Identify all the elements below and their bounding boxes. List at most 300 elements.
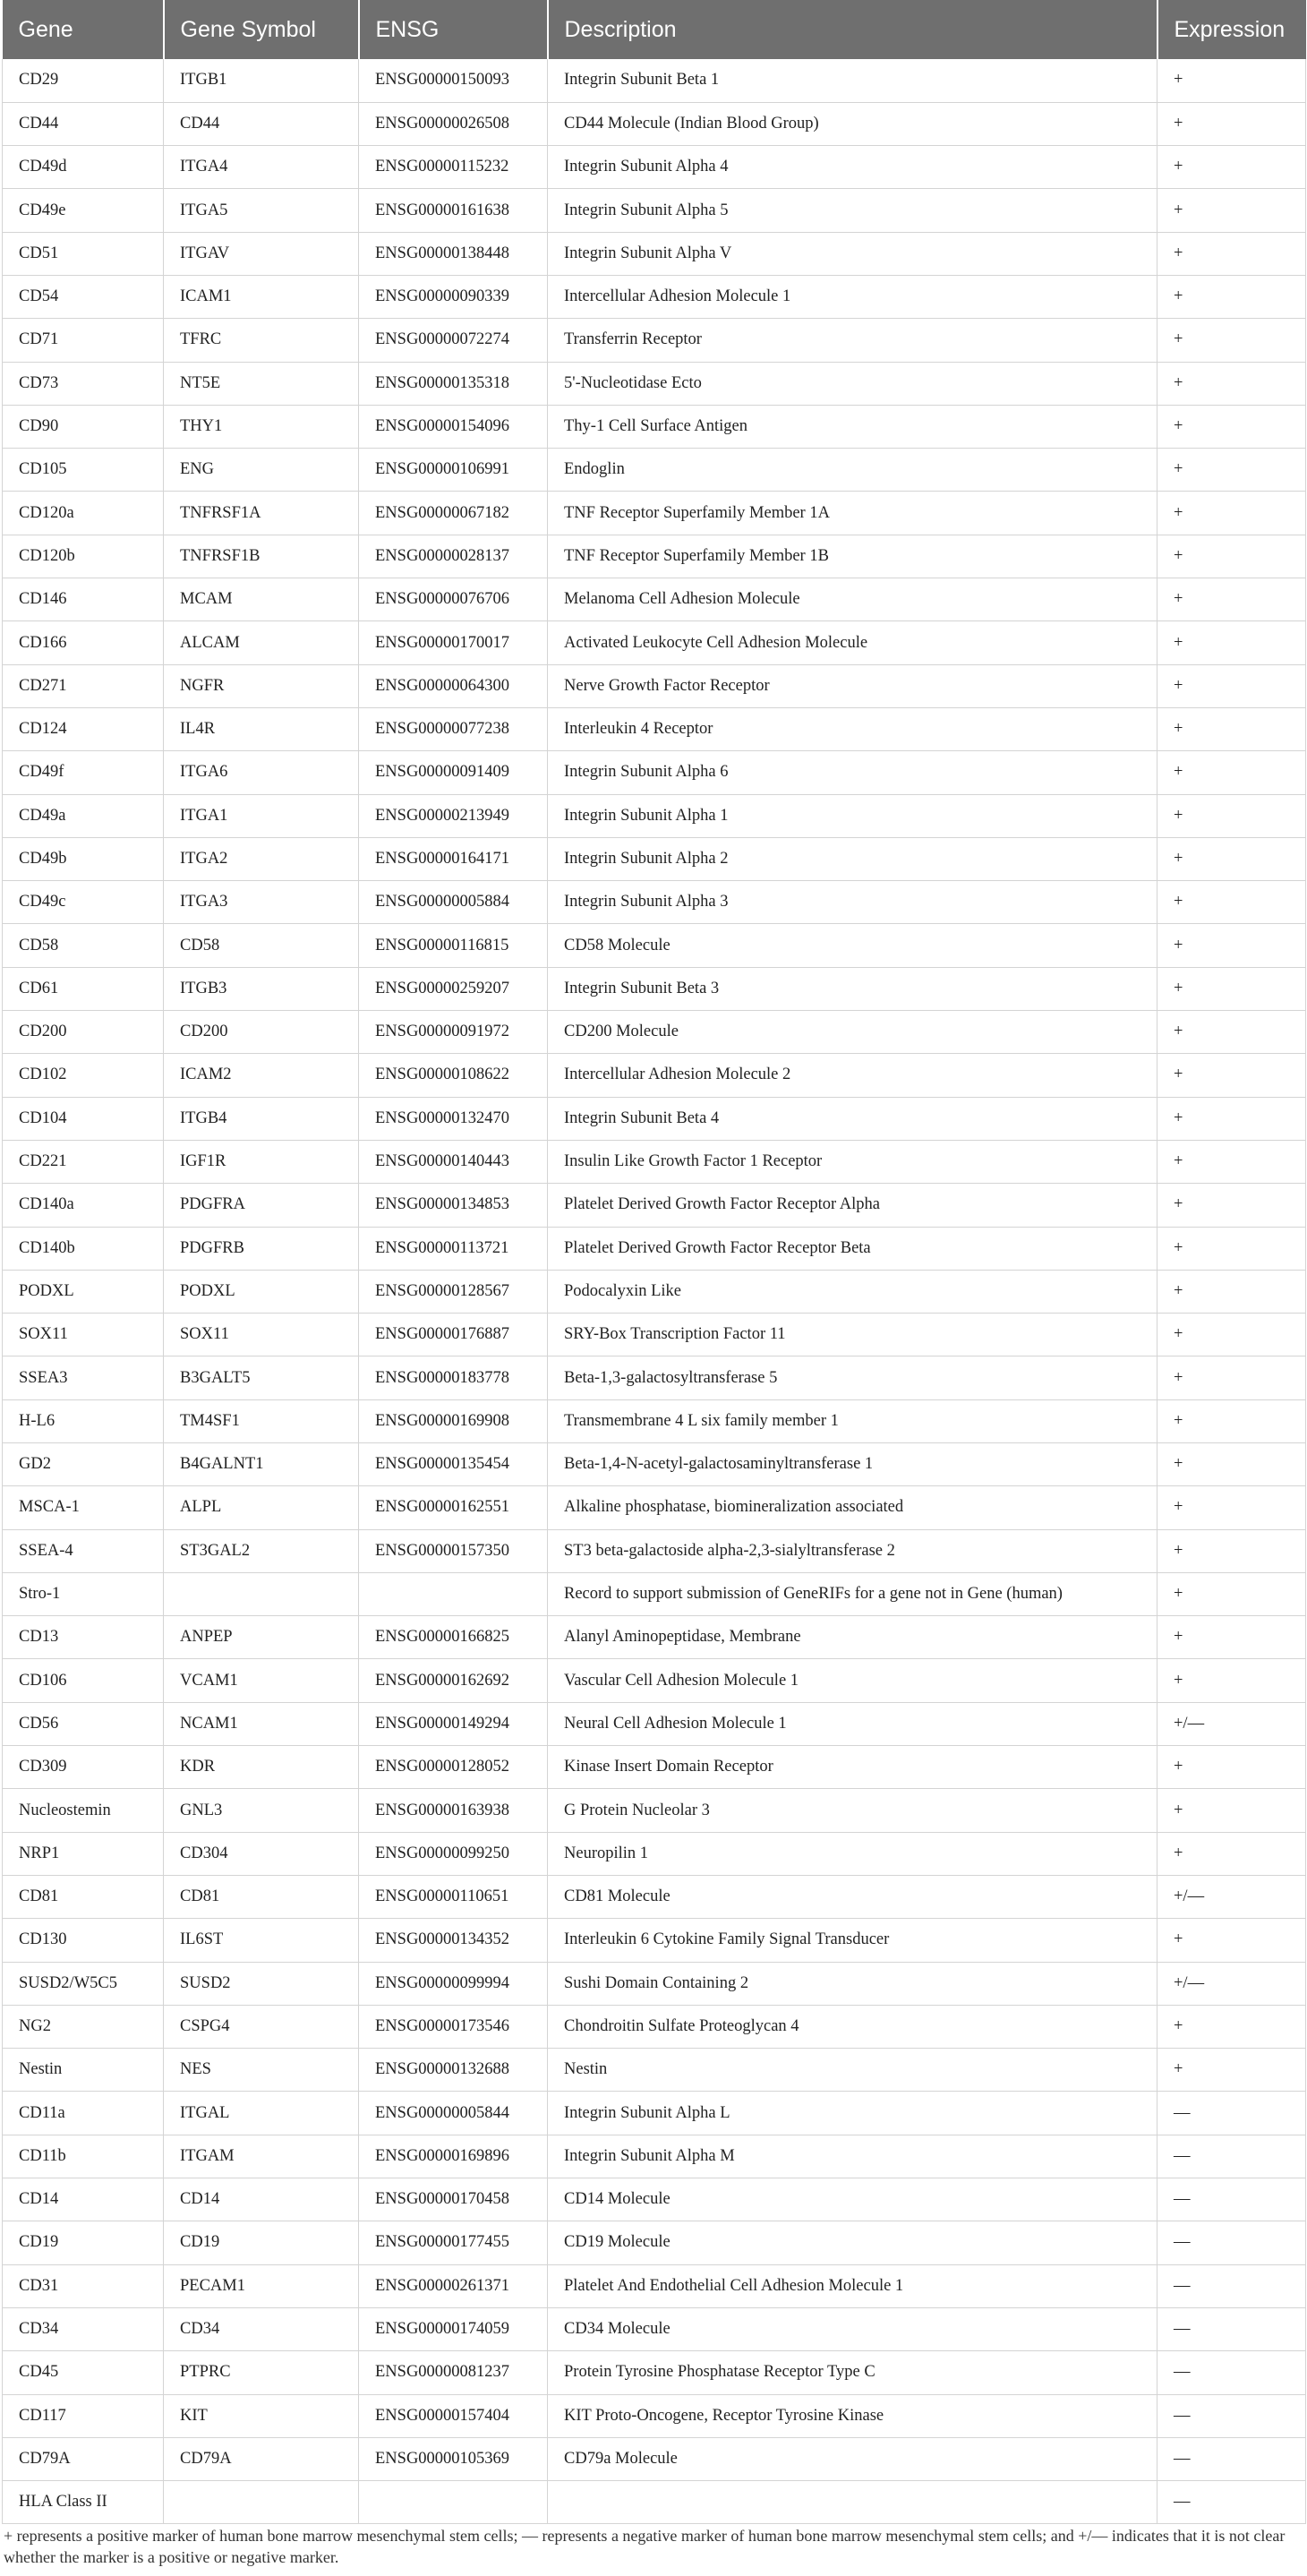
gene-symbol-cell: CD79A bbox=[164, 2437, 359, 2480]
table-row bbox=[3, 1184, 1306, 1227]
header-gene-symbol: Gene Symbol bbox=[164, 0, 359, 59]
description-cell: ST3 beta-galactoside alpha-2,3-sialyltransferase 2 bbox=[548, 1529, 1158, 1572]
description-cell: Neural Cell Adhesion Molecule 1 bbox=[548, 1702, 1158, 1745]
ensg-cell: ENSG00000157350 bbox=[359, 1529, 548, 1572]
table-row bbox=[3, 232, 1306, 275]
expression-cell: + bbox=[1158, 59, 1306, 102]
gene-symbol-cell: PTPRC bbox=[164, 2351, 359, 2394]
expression-cell: + bbox=[1158, 1270, 1306, 1313]
ensg-cell: ENSG00000099994 bbox=[359, 1962, 548, 2005]
ensg-cell: ENSG00000090339 bbox=[359, 275, 548, 318]
expression-cell: — bbox=[1158, 2264, 1306, 2307]
gene-cell: CD130 bbox=[3, 1919, 164, 1962]
header-row bbox=[3, 0, 1306, 59]
ensg-cell: ENSG00000169896 bbox=[359, 2135, 548, 2178]
description-cell: Integrin Subunit Alpha 6 bbox=[548, 751, 1158, 794]
ensg-cell: ENSG00000162551 bbox=[359, 1486, 548, 1529]
ensg-cell: ENSG00000077238 bbox=[359, 707, 548, 750]
expression-cell: + bbox=[1158, 2049, 1306, 2092]
expression-cell: — bbox=[1158, 2351, 1306, 2394]
gene-symbol-cell: PDGFRB bbox=[164, 1227, 359, 1270]
table-row bbox=[3, 664, 1306, 707]
expression-cell: + bbox=[1158, 449, 1306, 492]
gene-cell: GD2 bbox=[3, 1443, 164, 1486]
expression-cell: + bbox=[1158, 1746, 1306, 1789]
description-cell: CD81 Molecule bbox=[548, 1875, 1158, 1918]
gene-cell: CD106 bbox=[3, 1659, 164, 1702]
table-row bbox=[3, 2307, 1306, 2350]
ensg-cell: ENSG00000183778 bbox=[359, 1356, 548, 1399]
description-cell: CD200 Molecule bbox=[548, 1011, 1158, 1054]
expression-cell: +/— bbox=[1158, 1962, 1306, 2005]
gene-symbol-cell: ITGA2 bbox=[164, 837, 359, 880]
ensg-cell: ENSG00000108622 bbox=[359, 1054, 548, 1097]
ensg-cell: ENSG00000110651 bbox=[359, 1875, 548, 1918]
gene-symbol-cell: PECAM1 bbox=[164, 2264, 359, 2307]
gene-cell: CD44 bbox=[3, 102, 164, 145]
gene-symbol-cell: VCAM1 bbox=[164, 1659, 359, 1702]
gene-cell: MSCA-1 bbox=[3, 1486, 164, 1529]
ensg-cell: ENSG00000028137 bbox=[359, 535, 548, 578]
ensg-cell: ENSG00000154096 bbox=[359, 405, 548, 448]
table-row bbox=[3, 1356, 1306, 1399]
table-row bbox=[3, 2049, 1306, 2092]
description-cell: Endoglin bbox=[548, 449, 1158, 492]
gene-cell: CD146 bbox=[3, 578, 164, 621]
ensg-cell: ENSG00000005884 bbox=[359, 881, 548, 924]
description-cell: Record to support submission of GeneRIFs for a gene not in Gene (human) bbox=[548, 1572, 1158, 1615]
gene-cell: NRP1 bbox=[3, 1832, 164, 1875]
expression-cell: + bbox=[1158, 275, 1306, 318]
description-cell: TNF Receptor Superfamily Member 1A bbox=[548, 492, 1158, 535]
expression-cell: + bbox=[1158, 1356, 1306, 1399]
ensg-cell: ENSG00000163938 bbox=[359, 1789, 548, 1832]
table-row bbox=[3, 1616, 1306, 1659]
description-cell: Platelet Derived Growth Factor Receptor Beta bbox=[548, 1227, 1158, 1270]
description-cell: Podocalyxin Like bbox=[548, 1270, 1158, 1313]
gene-symbol-cell: SUSD2 bbox=[164, 1962, 359, 2005]
ensg-cell: ENSG00000091409 bbox=[359, 751, 548, 794]
gene-cell: CD140b bbox=[3, 1227, 164, 1270]
gene-symbol-cell: B4GALNT1 bbox=[164, 1443, 359, 1486]
expression-cell: + bbox=[1158, 535, 1306, 578]
table-row bbox=[3, 2437, 1306, 2480]
table-row bbox=[3, 2092, 1306, 2135]
gene-symbol-cell: CD58 bbox=[164, 924, 359, 967]
gene-cell: PODXL bbox=[3, 1270, 164, 1313]
table-row bbox=[3, 2351, 1306, 2394]
ensg-cell: ENSG00000170458 bbox=[359, 2178, 548, 2221]
gene-cell: CD14 bbox=[3, 2178, 164, 2221]
expression-cell: + bbox=[1158, 1616, 1306, 1659]
table-row bbox=[3, 1875, 1306, 1918]
table-row bbox=[3, 2005, 1306, 2048]
gene-symbol-cell: ICAM1 bbox=[164, 275, 359, 318]
gene-symbol-cell: ITGA5 bbox=[164, 189, 359, 232]
description-cell: Chondroitin Sulfate Proteoglycan 4 bbox=[548, 2005, 1158, 2048]
description-cell: Beta-1,4-N-acetyl-galactosaminyltransferase 1 bbox=[548, 1443, 1158, 1486]
gene-cell: CD105 bbox=[3, 449, 164, 492]
gene-symbol-cell: ITGAV bbox=[164, 232, 359, 275]
gene-cell: CD61 bbox=[3, 967, 164, 1010]
gene-symbol-cell: ITGAL bbox=[164, 2092, 359, 2135]
gene-symbol-cell: B3GALT5 bbox=[164, 1356, 359, 1399]
gene-symbol-cell: PODXL bbox=[164, 1270, 359, 1313]
expression-cell: — bbox=[1158, 2481, 1306, 2524]
table-row bbox=[3, 1572, 1306, 1615]
table-row bbox=[3, 1314, 1306, 1356]
expression-cell: + bbox=[1158, 751, 1306, 794]
ensg-cell: ENSG00000259207 bbox=[359, 967, 548, 1010]
table-row bbox=[3, 1054, 1306, 1097]
ensg-cell: ENSG00000170017 bbox=[359, 621, 548, 664]
gene-symbol-cell: GNL3 bbox=[164, 1789, 359, 1832]
ensg-cell: ENSG00000072274 bbox=[359, 319, 548, 362]
gene-marker-table bbox=[2, 0, 1306, 2524]
table-row bbox=[3, 1529, 1306, 1572]
description-cell: TNF Receptor Superfamily Member 1B bbox=[548, 535, 1158, 578]
gene-symbol-cell: ITGA1 bbox=[164, 794, 359, 837]
ensg-cell: ENSG00000176887 bbox=[359, 1314, 548, 1356]
gene-symbol-cell: TFRC bbox=[164, 319, 359, 362]
ensg-cell: ENSG00000150093 bbox=[359, 59, 548, 102]
description-cell: Transmembrane 4 L six family member 1 bbox=[548, 1399, 1158, 1442]
expression-cell: + bbox=[1158, 1011, 1306, 1054]
gene-symbol-cell: NT5E bbox=[164, 362, 359, 405]
table-row bbox=[3, 2135, 1306, 2178]
gene-cell: CD19 bbox=[3, 2221, 164, 2264]
table-row bbox=[3, 924, 1306, 967]
table-row bbox=[3, 1789, 1306, 1832]
ensg-cell: ENSG00000164171 bbox=[359, 837, 548, 880]
expression-cell: + bbox=[1158, 1097, 1306, 1140]
description-cell: Integrin Subunit Beta 1 bbox=[548, 59, 1158, 102]
expression-cell: + bbox=[1158, 362, 1306, 405]
expression-cell: + bbox=[1158, 1399, 1306, 1442]
description-cell: Integrin Subunit Alpha V bbox=[548, 232, 1158, 275]
description-cell: Integrin Subunit Alpha 5 bbox=[548, 189, 1158, 232]
gene-symbol-cell: KIT bbox=[164, 2394, 359, 2437]
ensg-cell: ENSG00000161638 bbox=[359, 189, 548, 232]
expression-cell: — bbox=[1158, 2221, 1306, 2264]
description-cell: Integrin Subunit Alpha L bbox=[548, 2092, 1158, 2135]
table-row bbox=[3, 1746, 1306, 1789]
gene-symbol-cell: ENG bbox=[164, 449, 359, 492]
gene-cell: CD79A bbox=[3, 2437, 164, 2480]
expression-cell: + bbox=[1158, 102, 1306, 145]
description-cell: Nerve Growth Factor Receptor bbox=[548, 664, 1158, 707]
gene-symbol-cell: CSPG4 bbox=[164, 2005, 359, 2048]
ensg-cell: ENSG00000106991 bbox=[359, 449, 548, 492]
gene-cell: HLA Class II bbox=[3, 2481, 164, 2524]
expression-cell: — bbox=[1158, 2135, 1306, 2178]
ensg-cell: ENSG00000091972 bbox=[359, 1011, 548, 1054]
gene-cell: CD120b bbox=[3, 535, 164, 578]
gene-symbol-cell: ANPEP bbox=[164, 1616, 359, 1659]
description-cell: Platelet And Endothelial Cell Adhesion Molecule 1 bbox=[548, 2264, 1158, 2307]
table-row bbox=[3, 621, 1306, 664]
ensg-cell: ENSG00000099250 bbox=[359, 1832, 548, 1875]
ensg-cell: ENSG00000177455 bbox=[359, 2221, 548, 2264]
expression-cell: + bbox=[1158, 1227, 1306, 1270]
ensg-cell: ENSG00000135454 bbox=[359, 1443, 548, 1486]
gene-cell: CD56 bbox=[3, 1702, 164, 1745]
gene-cell: CD221 bbox=[3, 1140, 164, 1183]
header-expression: Expression bbox=[1158, 0, 1306, 59]
gene-cell: CD29 bbox=[3, 59, 164, 102]
gene-symbol-cell: ITGA6 bbox=[164, 751, 359, 794]
table-row bbox=[3, 535, 1306, 578]
gene-symbol-cell: ALCAM bbox=[164, 621, 359, 664]
gene-cell: Nucleostemin bbox=[3, 1789, 164, 1832]
table-row bbox=[3, 1399, 1306, 1442]
ensg-cell: ENSG00000064300 bbox=[359, 664, 548, 707]
expression-cell: + bbox=[1158, 794, 1306, 837]
gene-cell: CD45 bbox=[3, 2351, 164, 2394]
gene-symbol-cell: IGF1R bbox=[164, 1140, 359, 1183]
expression-cell: + bbox=[1158, 232, 1306, 275]
ensg-cell: ENSG00000105369 bbox=[359, 2437, 548, 2480]
description-cell: Thy-1 Cell Surface Antigen bbox=[548, 405, 1158, 448]
ensg-cell: ENSG00000213949 bbox=[359, 794, 548, 837]
gene-symbol-cell: THY1 bbox=[164, 405, 359, 448]
gene-cell: CD124 bbox=[3, 707, 164, 750]
table-footnote: + represents a positive marker of human bone marrow mesenchymal stem cells; — represents a negative marker of human bone marrow mesenchymal stem cells; and +/— indicates that it is not clear whether the marker is a positive or negative marker. bbox=[4, 2527, 1286, 2566]
expression-cell: — bbox=[1158, 2437, 1306, 2480]
description-cell: Alkaline phosphatase, biomineralization associated bbox=[548, 1486, 1158, 1529]
expression-cell: — bbox=[1158, 2394, 1306, 2437]
table-row bbox=[3, 1486, 1306, 1529]
description-cell bbox=[548, 2481, 1158, 2524]
table-row bbox=[3, 751, 1306, 794]
gene-cell: CD11a bbox=[3, 2092, 164, 2135]
gene-symbol-cell: ST3GAL2 bbox=[164, 1529, 359, 1572]
description-cell: Sushi Domain Containing 2 bbox=[548, 1962, 1158, 2005]
ensg-cell: ENSG00000132688 bbox=[359, 2049, 548, 2092]
gene-symbol-cell: ITGAM bbox=[164, 2135, 359, 2178]
description-cell: Integrin Subunit Beta 3 bbox=[548, 967, 1158, 1010]
table-row bbox=[3, 967, 1306, 1010]
ensg-cell bbox=[359, 2481, 548, 2524]
description-cell: Beta-1,3-galactosyltransferase 5 bbox=[548, 1356, 1158, 1399]
expression-cell: + bbox=[1158, 1832, 1306, 1875]
table-row bbox=[3, 2394, 1306, 2437]
table-header bbox=[3, 0, 1306, 59]
ensg-cell: ENSG00000116815 bbox=[359, 924, 548, 967]
expression-cell: + bbox=[1158, 1486, 1306, 1529]
description-cell: Neuropilin 1 bbox=[548, 1832, 1158, 1875]
gene-symbol-cell: CD81 bbox=[164, 1875, 359, 1918]
gene-cell: CD49d bbox=[3, 146, 164, 189]
expression-cell: — bbox=[1158, 2178, 1306, 2221]
expression-cell: + bbox=[1158, 1659, 1306, 1702]
gene-cell: CD73 bbox=[3, 362, 164, 405]
gene-cell: Nestin bbox=[3, 2049, 164, 2092]
table-row bbox=[3, 102, 1306, 145]
gene-cell: CD49b bbox=[3, 837, 164, 880]
gene-symbol-cell: ITGA3 bbox=[164, 881, 359, 924]
expression-cell: +/— bbox=[1158, 1875, 1306, 1918]
description-cell: Integrin Subunit Beta 4 bbox=[548, 1097, 1158, 1140]
table-row bbox=[3, 449, 1306, 492]
gene-cell: CD200 bbox=[3, 1011, 164, 1054]
gene-cell: CD11b bbox=[3, 2135, 164, 2178]
table-row bbox=[3, 146, 1306, 189]
description-cell: Integrin Subunit Alpha M bbox=[548, 2135, 1158, 2178]
description-cell: Nestin bbox=[548, 2049, 1158, 2092]
gene-symbol-cell: SOX11 bbox=[164, 1314, 359, 1356]
table-row bbox=[3, 1702, 1306, 1745]
table-row bbox=[3, 1443, 1306, 1486]
gene-cell: CD49a bbox=[3, 794, 164, 837]
gene-symbol-cell: ITGB3 bbox=[164, 967, 359, 1010]
gene-cell: CD13 bbox=[3, 1616, 164, 1659]
table-row bbox=[3, 1011, 1306, 1054]
table-row bbox=[3, 362, 1306, 405]
gene-symbol-cell: CD200 bbox=[164, 1011, 359, 1054]
gene-symbol-cell: NCAM1 bbox=[164, 1702, 359, 1745]
table-row bbox=[3, 275, 1306, 318]
description-cell: Integrin Subunit Alpha 3 bbox=[548, 881, 1158, 924]
expression-cell: + bbox=[1158, 578, 1306, 621]
header-ensg: ENSG bbox=[359, 0, 548, 59]
expression-cell: + bbox=[1158, 664, 1306, 707]
description-cell: CD19 Molecule bbox=[548, 2221, 1158, 2264]
table-row bbox=[3, 707, 1306, 750]
ensg-cell: ENSG00000113721 bbox=[359, 1227, 548, 1270]
ensg-cell: ENSG00000135318 bbox=[359, 362, 548, 405]
gene-cell: SSEA3 bbox=[3, 1356, 164, 1399]
table-row bbox=[3, 59, 1306, 102]
gene-cell: CD271 bbox=[3, 664, 164, 707]
table-row bbox=[3, 189, 1306, 232]
expression-cell: + bbox=[1158, 1054, 1306, 1097]
ensg-cell: ENSG00000138448 bbox=[359, 232, 548, 275]
gene-symbol-cell: CD34 bbox=[164, 2307, 359, 2350]
table-row bbox=[3, 1227, 1306, 1270]
table-body bbox=[3, 59, 1306, 2524]
table-row bbox=[3, 405, 1306, 448]
header-description: Description bbox=[548, 0, 1158, 59]
ensg-cell bbox=[359, 1572, 548, 1615]
description-cell: Melanoma Cell Adhesion Molecule bbox=[548, 578, 1158, 621]
expression-cell: + bbox=[1158, 924, 1306, 967]
gene-cell: CD120a bbox=[3, 492, 164, 535]
gene-cell: CD58 bbox=[3, 924, 164, 967]
expression-cell: + bbox=[1158, 405, 1306, 448]
table-row bbox=[3, 881, 1306, 924]
expression-cell: — bbox=[1158, 2092, 1306, 2135]
gene-cell: Stro-1 bbox=[3, 1572, 164, 1615]
ensg-cell: ENSG00000174059 bbox=[359, 2307, 548, 2350]
table-row bbox=[3, 2221, 1306, 2264]
ensg-cell: ENSG00000115232 bbox=[359, 146, 548, 189]
description-cell: Vascular Cell Adhesion Molecule 1 bbox=[548, 1659, 1158, 1702]
table-row bbox=[3, 1097, 1306, 1140]
gene-symbol-cell: ALPL bbox=[164, 1486, 359, 1529]
ensg-cell: ENSG00000076706 bbox=[359, 578, 548, 621]
gene-cell: CD31 bbox=[3, 2264, 164, 2307]
gene-symbol-cell: CD44 bbox=[164, 102, 359, 145]
gene-cell: CD166 bbox=[3, 621, 164, 664]
gene-cell: CD71 bbox=[3, 319, 164, 362]
expression-cell: — bbox=[1158, 2307, 1306, 2350]
gene-symbol-cell bbox=[164, 2481, 359, 2524]
description-cell: Transferrin Receptor bbox=[548, 319, 1158, 362]
table-row bbox=[3, 2178, 1306, 2221]
gene-cell: CD51 bbox=[3, 232, 164, 275]
description-cell: CD14 Molecule bbox=[548, 2178, 1158, 2221]
ensg-cell: ENSG00000157404 bbox=[359, 2394, 548, 2437]
expression-cell: +/— bbox=[1158, 1702, 1306, 1745]
description-cell: Protein Tyrosine Phosphatase Receptor Type C bbox=[548, 2351, 1158, 2394]
gene-cell: CD102 bbox=[3, 1054, 164, 1097]
ensg-cell: ENSG00000261371 bbox=[359, 2264, 548, 2307]
gene-symbol-cell: IL4R bbox=[164, 707, 359, 750]
ensg-cell: ENSG00000134352 bbox=[359, 1919, 548, 1962]
gene-cell: SUSD2/W5C5 bbox=[3, 1962, 164, 2005]
gene-cell: H-L6 bbox=[3, 1399, 164, 1442]
gene-symbol-cell: CD14 bbox=[164, 2178, 359, 2221]
gene-cell: CD104 bbox=[3, 1097, 164, 1140]
expression-cell: + bbox=[1158, 1443, 1306, 1486]
expression-cell: + bbox=[1158, 146, 1306, 189]
gene-symbol-cell bbox=[164, 1572, 359, 1615]
gene-symbol-cell: ITGB4 bbox=[164, 1097, 359, 1140]
table-row bbox=[3, 1659, 1306, 1702]
description-cell: Interleukin 6 Cytokine Family Signal Transducer bbox=[548, 1919, 1158, 1962]
ensg-cell: ENSG00000067182 bbox=[359, 492, 548, 535]
description-cell: CD58 Molecule bbox=[548, 924, 1158, 967]
table-row bbox=[3, 1832, 1306, 1875]
gene-cell: CD81 bbox=[3, 1875, 164, 1918]
gene-symbol-cell: PDGFRA bbox=[164, 1184, 359, 1227]
gene-symbol-cell: ITGA4 bbox=[164, 146, 359, 189]
description-cell: Kinase Insert Domain Receptor bbox=[548, 1746, 1158, 1789]
expression-cell: + bbox=[1158, 1919, 1306, 1962]
expression-cell: + bbox=[1158, 837, 1306, 880]
ensg-cell: ENSG00000134853 bbox=[359, 1184, 548, 1227]
gene-cell: CD140a bbox=[3, 1184, 164, 1227]
table-row bbox=[3, 319, 1306, 362]
gene-cell: NG2 bbox=[3, 2005, 164, 2048]
description-cell: Integrin Subunit Alpha 4 bbox=[548, 146, 1158, 189]
gene-symbol-cell: TNFRSF1B bbox=[164, 535, 359, 578]
gene-cell: CD54 bbox=[3, 275, 164, 318]
description-cell: Alanyl Aminopeptidase, Membrane bbox=[548, 1616, 1158, 1659]
gene-symbol-cell: CD304 bbox=[164, 1832, 359, 1875]
gene-cell: CD90 bbox=[3, 405, 164, 448]
table-row bbox=[3, 837, 1306, 880]
description-cell: CD44 Molecule (Indian Blood Group) bbox=[548, 102, 1158, 145]
table-row bbox=[3, 2264, 1306, 2307]
expression-cell: + bbox=[1158, 707, 1306, 750]
gene-cell: SOX11 bbox=[3, 1314, 164, 1356]
gene-symbol-cell: CD19 bbox=[164, 2221, 359, 2264]
ensg-cell: ENSG00000128567 bbox=[359, 1270, 548, 1313]
description-cell: G Protein Nucleolar 3 bbox=[548, 1789, 1158, 1832]
ensg-cell: ENSG00000005844 bbox=[359, 2092, 548, 2135]
gene-cell: CD49c bbox=[3, 881, 164, 924]
expression-cell: + bbox=[1158, 1572, 1306, 1615]
expression-cell: + bbox=[1158, 1140, 1306, 1183]
ensg-cell: ENSG00000149294 bbox=[359, 1702, 548, 1745]
expression-cell: + bbox=[1158, 189, 1306, 232]
description-cell: Integrin Subunit Alpha 1 bbox=[548, 794, 1158, 837]
gene-cell: CD49f bbox=[3, 751, 164, 794]
expression-cell: + bbox=[1158, 492, 1306, 535]
description-cell: Platelet Derived Growth Factor Receptor Alpha bbox=[548, 1184, 1158, 1227]
